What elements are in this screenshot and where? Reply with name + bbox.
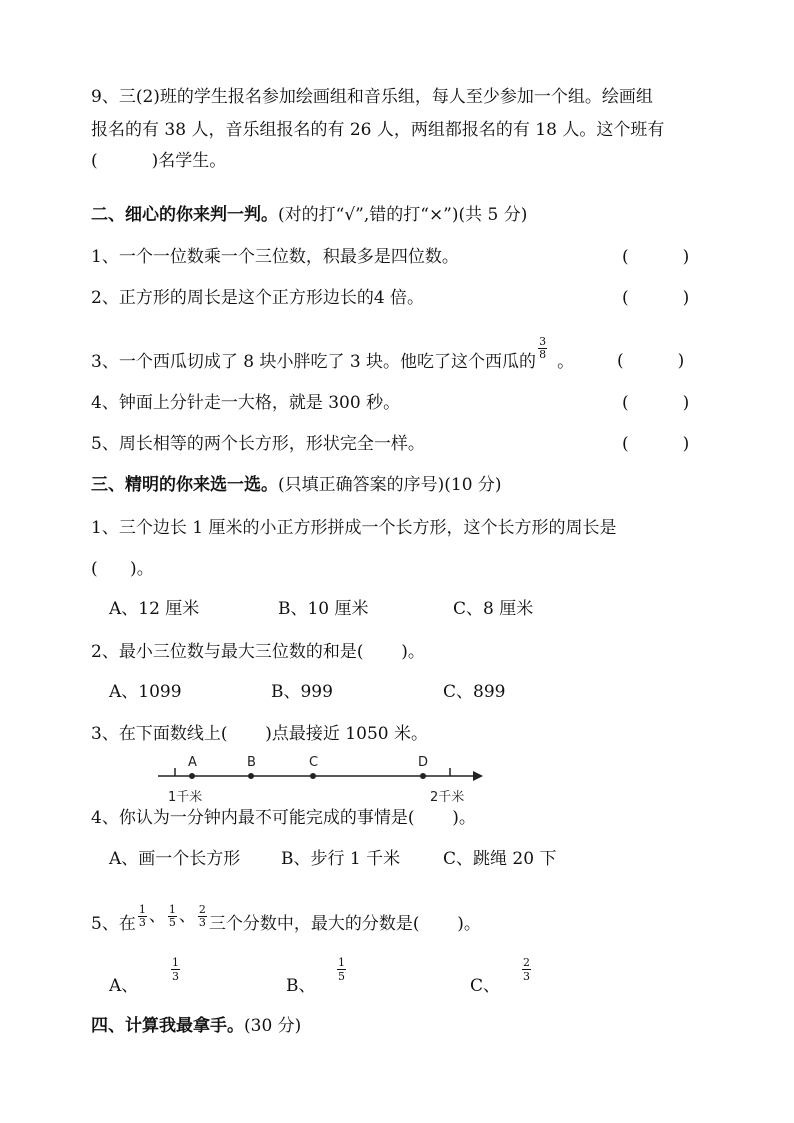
choice-q2-option-a[interactable]: A、1099 xyxy=(109,682,182,702)
number-line-end-label: 2千米 xyxy=(430,790,465,805)
q9-line-2: 报名的有 38 人，音乐组报名的有 26 人，两组都报名的有 18 人。这个班有 xyxy=(91,120,665,140)
choice-q1-option-a[interactable]: A、12 厘米 xyxy=(109,599,200,619)
choice-q4-option-b[interactable]: B、步行 1 千米 xyxy=(281,849,401,869)
choice-q1-option-b[interactable]: B、10 厘米 xyxy=(278,599,369,619)
section-2-heading: 二、细心的你来判一判。(对的打“√”,错的打“×”)(共 5 分) xyxy=(91,205,528,225)
judge-answer-blank-4[interactable]: ( ) xyxy=(622,393,690,413)
choice-q5-option-a[interactable]: A、 xyxy=(109,976,139,996)
choice-q4-text: 4、你认为一分钟内最不可能完成的事情是( )。 xyxy=(91,808,476,828)
choice-q5-option-a-fraction: $\frac{1}{3}$ xyxy=(172,956,179,983)
choice-q5-text: 5、在 $\frac{1}{3}$ 、 $\frac{1}{5}$ 、 $\frac{2}{3}$ 三个分数中，最大的分数是( )。 xyxy=(91,903,481,934)
choice-q5-option-b-fraction: $\frac{1}{5}$ xyxy=(338,956,345,983)
point-b-dot[interactable] xyxy=(248,773,254,779)
q5-fraction-1: $\frac{1}{3}$ xyxy=(138,903,146,929)
number-line-arrow xyxy=(473,771,483,781)
q5-fraction-2: $\frac{1}{5}$ xyxy=(168,903,176,929)
choice-q5-option-c[interactable]: C、 xyxy=(470,976,501,996)
number-line xyxy=(155,750,485,810)
judge-item-5: 5、周长相等的两个长方形，形状完全一样。 xyxy=(91,434,425,454)
point-b-label: B xyxy=(247,755,256,770)
q9-line-1: 9、三(2)班的学生报名参加绘画组和音乐组，每人至少参加一个组。绘画组 xyxy=(91,87,653,107)
q9-line-3: ( )名学生。 xyxy=(91,151,227,171)
choice-q4-option-a[interactable]: A、画一个长方形 xyxy=(109,849,241,869)
judge-answer-blank-1[interactable]: ( ) xyxy=(622,247,690,267)
choice-q5-option-b[interactable]: B、 xyxy=(286,976,316,996)
section-4-heading: 四、计算我最拿手。(30 分) xyxy=(91,1016,302,1036)
judge-item-2: 2、正方形的周长是这个正方形边长的4 倍。 xyxy=(91,288,425,308)
section-3-heading: 三、精明的你来选一选。(只填正确答案的序号)(10 分) xyxy=(91,475,502,495)
choice-q2-text: 2、最小三位数与最大三位数的和是( )。 xyxy=(91,642,425,662)
number-line-start-label: 1千米 xyxy=(168,790,203,805)
choice-q1-line-1: 1、三个边长 1 厘米的小正方形拼成一个长方形，这个长方形的周长是 xyxy=(91,518,617,538)
fraction-3-8: $\frac{3}{8}$ xyxy=(539,335,547,361)
point-c-dot[interactable] xyxy=(310,773,316,779)
point-d-dot[interactable] xyxy=(420,773,426,779)
judge-item-4: 4、钟面上分针走一大格，就是 300 秒。 xyxy=(91,393,401,413)
choice-q3-text: 3、在下面数线上( )点最接近 1050 米。 xyxy=(91,724,428,744)
judge-answer-blank-2[interactable]: ( ) xyxy=(622,288,690,308)
judge-item-1: 1、一个一位数乘一个三位数，积最多是四位数。 xyxy=(91,247,459,267)
choice-q1-line-2: ( )。 xyxy=(91,559,154,579)
choice-q2-option-b[interactable]: B、999 xyxy=(271,682,333,702)
judge-item-3: 3、一个西瓜切成了 8 块小胖吃了 3 块。他吃了这个西瓜的 $\frac{3}{8}$ 。 xyxy=(91,335,575,372)
point-c-label: C xyxy=(309,755,319,770)
choice-q4-option-c[interactable]: C、跳绳 20 下 xyxy=(443,849,557,869)
point-d-label: D xyxy=(418,755,429,770)
choice-q2-option-c[interactable]: C、899 xyxy=(443,682,506,702)
q5-fraction-3: $\frac{2}{3}$ xyxy=(198,903,206,929)
judge-answer-blank-3[interactable]: ( ) xyxy=(617,351,685,371)
choice-q5-option-c-fraction: $\frac{2}{3}$ xyxy=(523,956,530,983)
judge-answer-blank-5[interactable]: ( ) xyxy=(622,434,690,454)
point-a-label: A xyxy=(188,755,197,770)
point-a-dot[interactable] xyxy=(189,773,195,779)
choice-q1-option-c[interactable]: C、8 厘米 xyxy=(453,599,534,619)
